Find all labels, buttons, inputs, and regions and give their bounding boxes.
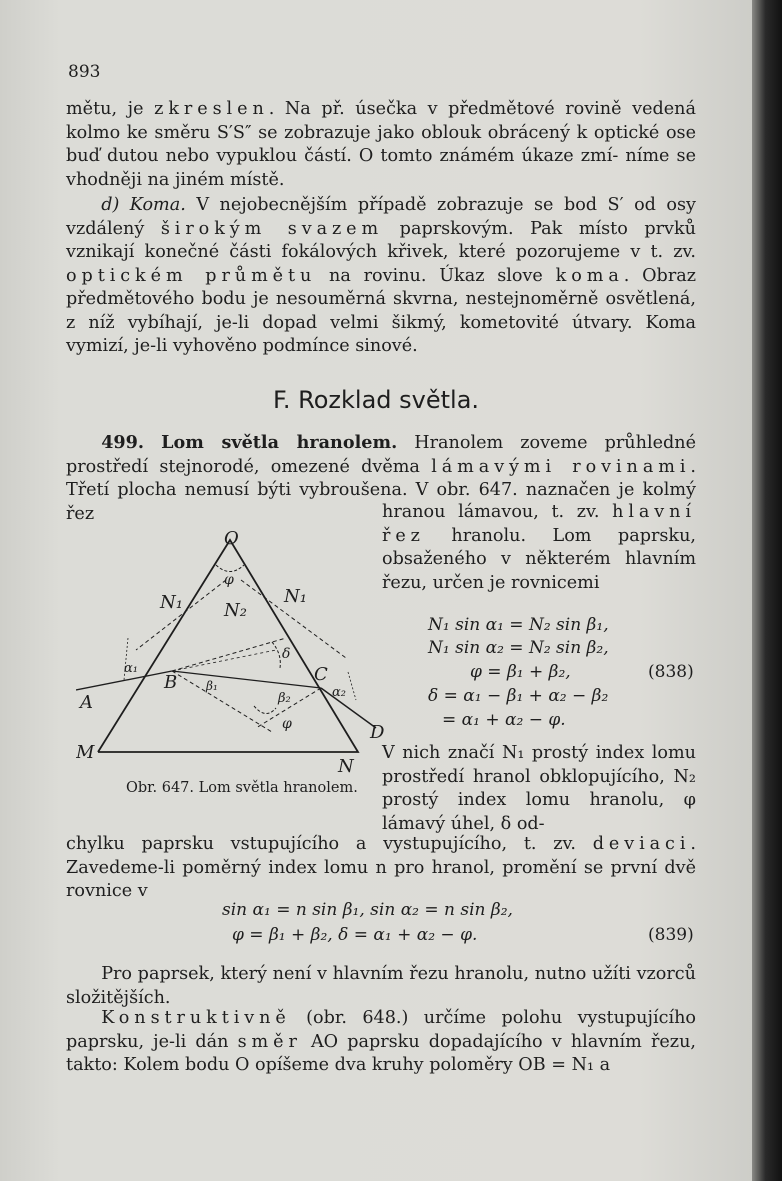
narrow-text-main-section: hranou lámavou, t. zv. hlavní řez hranolu. Lom paprsku, obsaženého v některém hlavním řezu, určen je rovnicemi [382, 502, 696, 593]
figure-caption: Obr. 647. Lom světla hranolem. [126, 780, 358, 796]
normal-left [136, 580, 226, 650]
continuation-paragraph: chylku paprsku vstupujícího a vystupujícího, t. zv. deviaci. Zavedeme-li poměrný index lomu n pro hranol, promění se první dvě rovnice v [66, 834, 696, 901]
equation-838-line5: = α₁ + α₂ − φ. [442, 710, 566, 730]
label-C: C [314, 664, 328, 685]
equation-838-line4: δ = α₁ − β₁ + α₂ − β₂ [428, 686, 609, 706]
equation-839-number: (839) [648, 925, 694, 945]
label-beta2: β₂ [278, 691, 291, 706]
label-A: A [80, 692, 93, 713]
equation-838-line3: φ = β₁ + β₂, [470, 662, 571, 682]
delta-arc [272, 642, 280, 668]
equation-838-line2: N₁ sin α₂ = N₂ sin β₂, [428, 638, 609, 658]
equation-838-line1: N₁ sin α₁ = N₂ sin β₁, [428, 615, 609, 635]
label-N1-right: N₁ [284, 586, 307, 607]
label-M: M [76, 742, 95, 763]
book-binding-shadow [752, 0, 782, 1181]
equation-839-line2: φ = β₁ + β₂, δ = α₁ + α₂ − φ. [232, 925, 478, 945]
label-D: D [370, 722, 385, 743]
label-beta1: β₁ [206, 679, 218, 693]
narrow-text-2: V nich značí N₁ prostý index lomu prostředí hranol obklopujícího, N₂ prostý index lomu hranolu, φ lámavý úhel, δ od- [382, 743, 696, 834]
prism-figure [76, 530, 386, 775]
paragraph-complex-formulas: Pro paprsek, který není v hlavním řezu hranolu, nutno užíti vzorců složitějších. [66, 964, 696, 1008]
incident-ext [172, 650, 276, 671]
deviation-ext [172, 638, 286, 671]
koma-paragraph: d) Koma. V nejobecnějším případě zobrazuje se bod S′ od osy vzdálený širokým svazem paprskovým. Pak místo prvků vznikají konečné části fokálových křivek, které pozorujeme v t. zv. optickém průmětu na rovinu. Úkaz slove koma. Obraz předmětového bodu je nesouměrná skvrna, nestejnoměrně osvětlená, z níž vybíhají, je-li dopad velmi šikmý, kometovité útvary. Koma vymizí, je-li vyhověno podmínce sinové. [66, 195, 696, 356]
label-alpha1: α₁ [124, 661, 138, 676]
label-N2-inner: N₂ [224, 600, 247, 621]
equation-838-number: (838) [648, 662, 694, 682]
label-O: O [224, 530, 239, 549]
label-B: B [164, 672, 178, 693]
label-N: N [338, 756, 354, 775]
page-number: 893 [68, 62, 101, 82]
label-N1-left: N₁ [160, 592, 183, 613]
phi-arc-top [216, 565, 244, 572]
phi-arc-bottom [254, 706, 276, 714]
label-phi-top: φ [224, 572, 234, 588]
alpha2-tick [348, 672, 356, 700]
refracted-ray [172, 671, 321, 688]
top-paragraph: mětu, je zkreslen. Na př. úsečka v předmětové rovině vedená kolmo ke směru S′S″ se zobrazuje jako oblouk obrácený k optické ose buď dutou nebo vypuklou částí. O tomto známém úkaze zmí- níme se vhodněji na jiném místě. [66, 99, 697, 190]
label-phi-bottom: φ [282, 716, 292, 732]
label-alpha2: α₂ [332, 685, 346, 700]
emergent-ray [321, 688, 376, 728]
section-heading: F. Rozklad světla. [272, 386, 480, 414]
section-499-intro: 499. Lom světla hranolem. Hranolem zoveme průhledné prostředí stejnorodé, omezené dvěma lámavými rovinami. Třetí plocha nemusí býti vybroušena. V obr. 647. naznačen je kolmý řez [66, 432, 696, 524]
equation-839-line1: sin α₁ = n sin β₁, sin α₂ = n sin β₂, [222, 900, 513, 920]
label-delta: δ [282, 646, 291, 662]
paragraph-construction: Konstruktivně (obr. 648.) určíme polohu vystupujícího paprsku, je-li dán směr AO paprsku dopadajícího v hlavním řezu, takto: Kolem bodu O opíšeme dva kruhy poloměry OB = N₁ a [66, 1008, 696, 1075]
